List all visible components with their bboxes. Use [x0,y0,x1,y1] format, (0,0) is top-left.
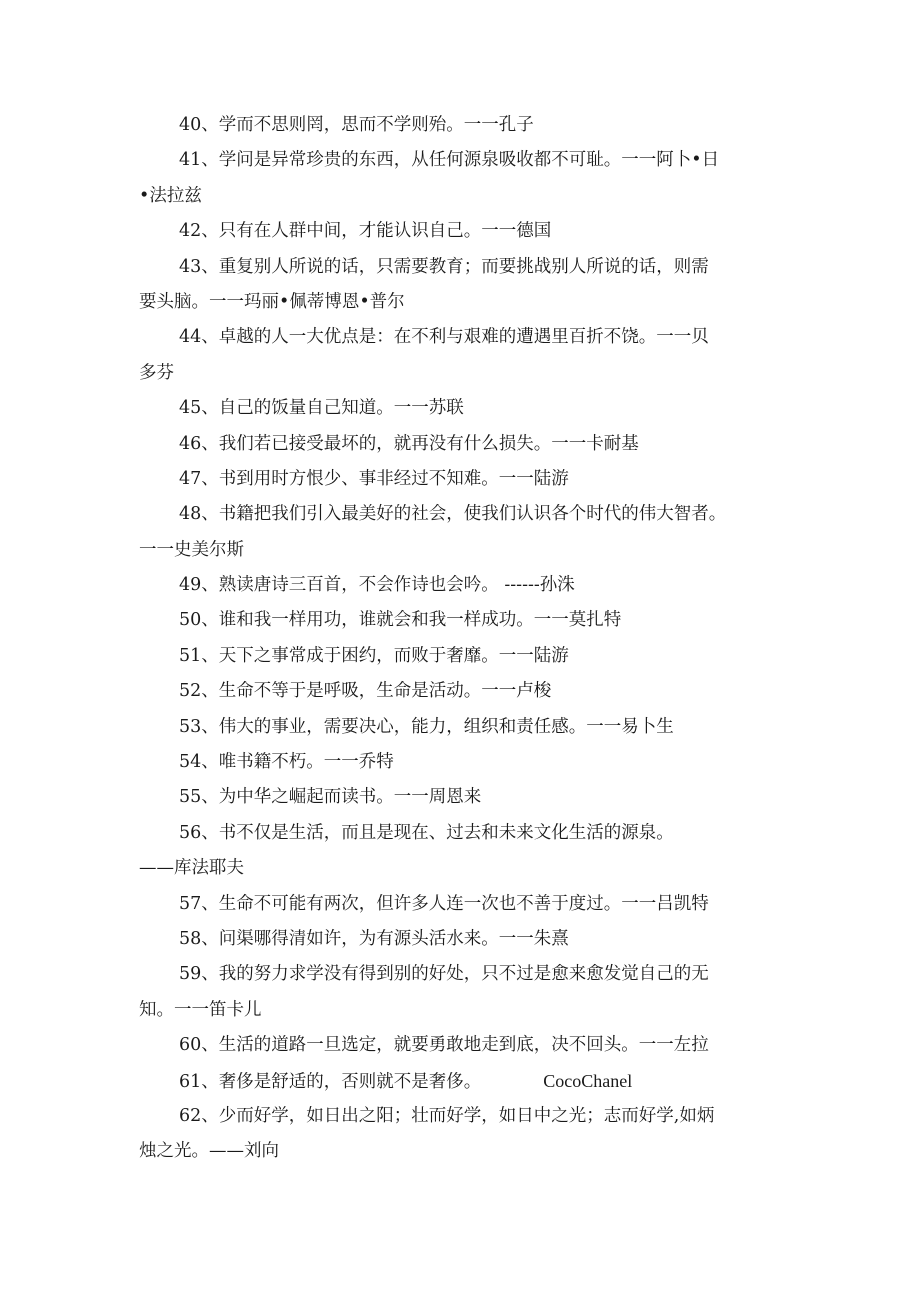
quote-text: 58、问渠哪得清如许，为有源头活水来。一一朱熹 [179,928,569,949]
quote-item [139,462,789,497]
quote-text: 52、生命不等于是呼吸，生命是活动。一一卢梭 [179,681,552,702]
quote-text: 42、只有在人群中间，才能认识自己。一一德国 [179,221,552,242]
quote-item [139,214,789,249]
quote-item [139,391,789,426]
quote-item [139,568,789,603]
quote-text: 46、我们若已接受最坏的，就再没有什么损失。一一卡耐基 [179,433,639,454]
quote-text-continued: 烛之光。——刘向 [139,1141,279,1162]
quote-text-continued: •法拉兹 [139,185,202,206]
quote-text: 44、卓越的人一大优点是：在不利与艰难的遭遇里百折不饶。一一贝 [179,327,709,348]
quote-text-continued: 知。一一笛卡儿 [139,999,262,1020]
quote-text: 55、为中华之崛起而读书。一一周恩来 [179,787,482,808]
quote-item [139,320,789,391]
quote-text: 61、奢侈是舒适的，否则就不是奢侈。 [179,1071,482,1092]
quote-item [139,887,789,922]
quote-text: 62、少而好学，如日出之阳；壮而好学，如日中之光；志而好学,如炳 [179,1105,715,1126]
quote-item [139,1028,789,1063]
quote-item [139,1064,789,1099]
quote-text: 57、生命不可能有两次，但许多人连一次也不善于度过。一一吕凯特 [179,893,709,914]
quote-item [139,780,789,815]
quote-item [139,639,789,674]
quote-item [139,816,789,887]
quote-text: 60、生活的道路一旦选定，就要勇敢地走到底，决不回头。一一左拉 [179,1035,709,1056]
quote-item [139,143,789,214]
quote-text: 49、熟读唐诗三百首，不会作诗也会吟。 ------孙洙 [179,575,575,596]
quote-text: 47、书到用时方恨少、事非经过不知难。一一陆游 [179,468,569,489]
quote-item [139,603,789,638]
quote-text: 48、书籍把我们引入最美好的社会，使我们认识各个时代的伟大智者。 [179,504,727,525]
quote-item [139,745,789,780]
quote-item [139,674,789,709]
quote-list [139,108,789,1170]
quote-text: 43、重复别人所说的话，只需要教育；而要挑战别人所说的话，则需 [179,256,709,277]
quote-item [139,427,789,462]
quote-item [139,108,789,143]
quote-item [139,957,789,1028]
quote-text: 50、谁和我一样用功，谁就会和我一样成功。一一莫扎特 [179,610,622,631]
quote-text: 40、学而不思则罔，思而不学则殆。一一孔子 [179,115,534,135]
quote-text: 51、天下之事常成于困约，而败于奢靡。一一陆游 [179,645,569,666]
quote-line [139,1064,789,1099]
quote-item [139,1099,789,1170]
quote-text-continued: ——库法耶夫 [139,858,244,879]
quote-text: 54、唯书籍不朽。一一乔特 [179,752,394,773]
quote-text: 59、我的努力求学没有得到别的好处，只不过是愈来愈发觉自己的无 [179,964,709,985]
quote-item [139,250,789,321]
quote-item [139,922,789,957]
quote-text: 41、学问是异常珍贵的东西，从任何源泉吸收都不可耻。一一阿卜•日 [179,150,720,171]
quote-item [139,710,789,745]
quote-text: 56、书不仅是生活，而且是现在、过去和未来文化生活的源泉。 [179,822,674,843]
quote-text: 53、伟大的事业，需要决心，能力，组织和责任感。一一易卜生 [179,716,674,737]
quote-item [139,497,789,568]
quote-text-continued: 要头脑。一一玛丽•佩蒂博恩•普尔 [139,291,405,312]
quote-text-continued: 多芬 [139,362,174,383]
quote-attribution: CocoChanel [543,1070,633,1091]
quote-text: 45、自己的饭量自己知道。一一苏联 [179,398,464,419]
quote-text-continued: 一一史美尔斯 [139,539,244,560]
